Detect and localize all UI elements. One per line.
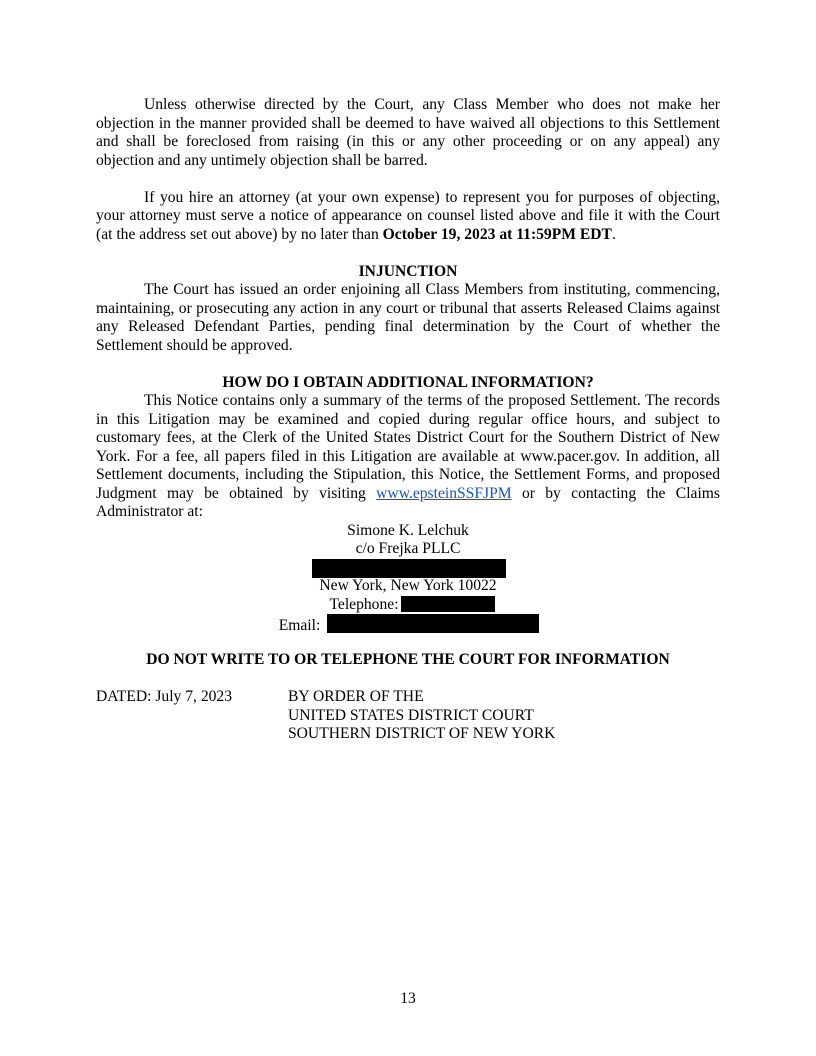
redacted-telephone bbox=[401, 596, 495, 612]
settlement-website-link[interactable]: www.epsteinSSFJPM bbox=[376, 484, 512, 502]
waiver-paragraph: Unless otherwise directed by the Court, any Class Member who does not make her objection in the manner provided shall be deemed to have waived all objections to this Settlement and shall be foreclosed from raising (in this or any other proceeding or on any appeal) any objection and any untimely objection shall be barred. bbox=[96, 96, 720, 169]
dated-block bbox=[96, 688, 720, 744]
redacted-street-address bbox=[312, 559, 506, 578]
injunction-paragraph: The Court has issued an order enjoining all Class Members from instituting, commencing, maintaining, or prosecuting any action in any court or tribunal that asserts Released Claims against any Released Defendant Parties, pending final determination by the Court of whether the Settlement should be approved. bbox=[96, 281, 720, 354]
attorney-deadline: October 19, 2023 at 11:59PM EDT bbox=[382, 225, 612, 243]
order-line: SOUTHERN DISTRICT OF NEW YORK bbox=[288, 725, 556, 742]
address-firm: c/o Frejka PLLC bbox=[355, 540, 461, 557]
info-text-after-link: or by contacting the Claims Administrator at: bbox=[96, 484, 720, 520]
order-line: BY ORDER OF THE bbox=[288, 688, 424, 705]
document-page bbox=[96, 96, 720, 744]
court-contact-warning: DO NOT WRITE TO OR TELEPHONE THE COURT FOR INFORMATION bbox=[146, 651, 670, 668]
attorney-paragraph bbox=[96, 189, 720, 245]
address-name: Simone K. Lelchuk bbox=[347, 521, 469, 539]
claims-administrator-address bbox=[96, 522, 720, 633]
injunction-heading: INJUNCTION bbox=[358, 262, 458, 280]
info-paragraph bbox=[96, 392, 720, 522]
order-line: UNITED STATES DISTRICT COURT bbox=[288, 706, 534, 724]
order-signature bbox=[288, 688, 555, 744]
address-city: New York, New York 10022 bbox=[319, 577, 497, 594]
page-number: 13 bbox=[400, 990, 416, 1007]
redacted-email bbox=[327, 614, 539, 633]
attorney-text: If you hire an attorney (at your own expense) to represent you for purposes of objecting, your attorney must serve a notice of appearance on counsel listed above and file it with the Court (at the address set out above) by no later than bbox=[96, 188, 720, 243]
telephone-label: Telephone: bbox=[329, 595, 399, 613]
attorney-end: . bbox=[611, 225, 616, 243]
dated-label: DATED: July 7, 2023 bbox=[96, 688, 233, 705]
info-heading: HOW DO I OBTAIN ADDITIONAL INFORMATION? bbox=[222, 373, 594, 391]
email-label: Email: bbox=[278, 617, 321, 634]
info-text-before-link: This Notice contains only a summary of the terms of the proposed Settlement. The records in this Litigation may be examined and copied during regular office hours, and subject to customary fees, at the Clerk of the United States District Court for the Southern District of New York. For a fee, all papers filed in this Litigation are available at www.pacer.gov. In addition, all Settlement documents, including the Stipulation, this Notice, the Settlement Forms, and proposed Judgment may be obtained by visiting bbox=[96, 392, 720, 502]
